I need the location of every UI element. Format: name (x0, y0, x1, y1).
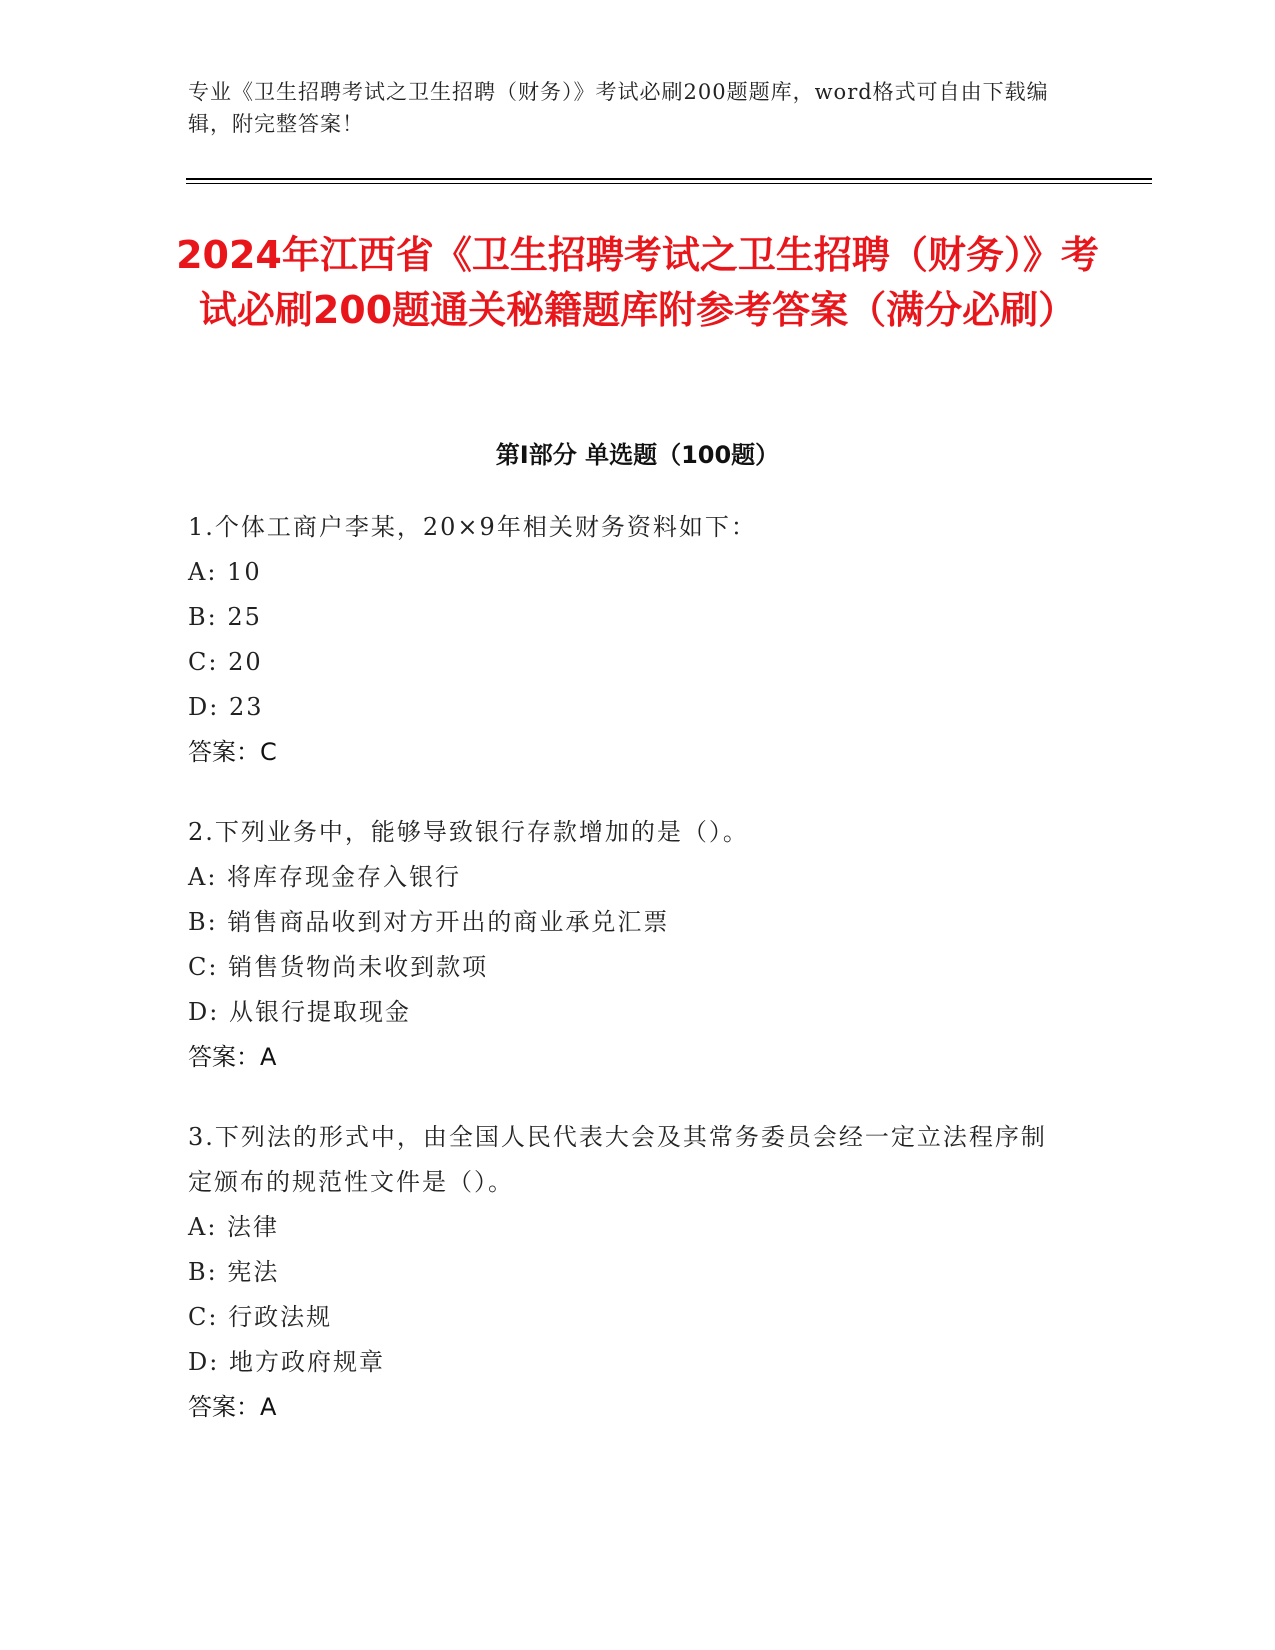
option-b: B: 25 (188, 603, 262, 631)
question-text: 1.个体工商户李某，20×9年相关财务资料如下： (188, 513, 757, 541)
answer: 答案：C (188, 738, 277, 766)
question-text: 3.下列法的形式中，由全国人民代表大会及其常务委员会经一定立法程序制定颁布的规范性文件是（）。 (188, 1123, 1047, 1196)
question-text: 2.下列业务中，能够导致银行存款增加的是（）。 (188, 818, 749, 846)
option-c: C: 行政法规 (188, 1303, 333, 1331)
answer: 答案：A (188, 1393, 277, 1421)
question-1 (188, 505, 1068, 775)
document-title: 2024年江西省《卫生招聘考试之卫生招聘（财务）》考试必刷200题通关秘籍题库附参考答案（满分必刷） (176, 233, 1099, 332)
header-note: 专业《卫生招聘考试之卫生招聘（财务）》考试必刷200题题库，word格式可自由下载编辑，附完整答案！ (188, 80, 1049, 136)
option-a: A: 将库存现金存入银行 (188, 863, 462, 891)
question-3 (188, 1115, 1068, 1430)
option-a: A: 10 (188, 558, 262, 586)
header-divider-thick (186, 178, 1152, 180)
option-d: D: 地方政府规章 (188, 1348, 385, 1376)
option-d: D: 23 (188, 693, 264, 721)
section-title: 第Ⅰ部分 单选题（100题） (495, 441, 780, 469)
option-c: C: 销售货物尚未收到款项 (188, 953, 489, 981)
option-d: D: 从银行提取现金 (188, 998, 411, 1026)
option-c: C: 20 (188, 648, 263, 676)
question-2 (188, 810, 1068, 1080)
option-a: A: 法律 (188, 1213, 280, 1241)
option-b: B: 宪法 (188, 1258, 280, 1286)
header-divider-thin (186, 183, 1152, 184)
option-b: B: 销售商品收到对方开出的商业承兑汇票 (188, 908, 670, 936)
answer: 答案：A (188, 1043, 277, 1071)
